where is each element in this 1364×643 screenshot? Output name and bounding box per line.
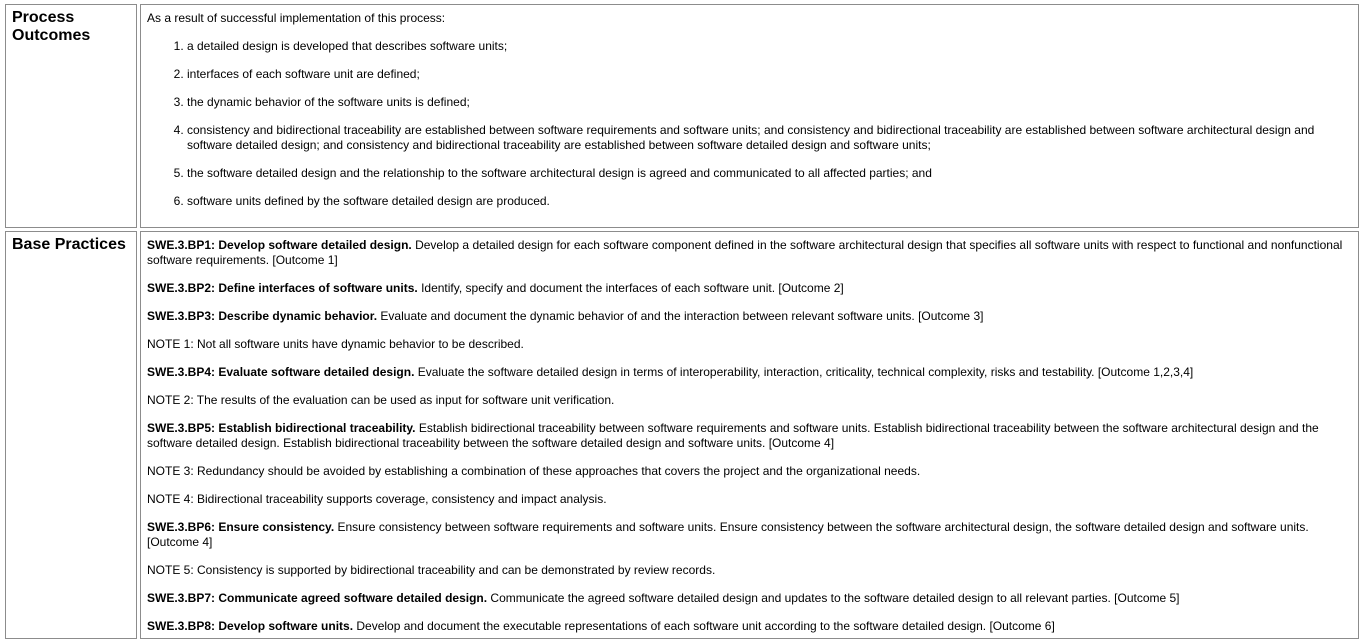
note-4 <box>147 492 1352 507</box>
process-outcomes-heading: Process Outcomes <box>5 4 137 228</box>
practice-text: Ensure consistency between software requirements and software units. Ensure consistency between the software architectural design, the software detailed design and software units. [Outcome 4] <box>147 520 1309 549</box>
practice-text: Identify, specify and document the interfaces of each software unit. [Outcome 2] <box>417 281 844 295</box>
note-5 <box>147 563 1352 578</box>
base-practice-bp8 <box>147 619 1352 634</box>
practice-text: Develop a detailed design for each software component defined in the software architectural design that specifies all software units with respect to functional and nonfunctional software requirements. [Outcome 1] <box>147 238 1343 267</box>
note-text: NOTE 3: Redundancy should be avoided by establishing a combination of these approaches that covers the project and the organizational needs. <box>147 464 921 478</box>
practice-title: SWE.3.BP3: Describe dynamic behavior. <box>147 309 378 323</box>
process-spec-table <box>2 1 1362 642</box>
base-practice-bp5 <box>147 421 1352 451</box>
practice-title: SWE.3.BP5: Establish bidirectional traceability. <box>147 421 416 435</box>
practice-text: Establish bidirectional traceability between software requirements and software units. Establish bidirectional traceability between the software architectural design and the software detailed design. Establish bidirectional traceability between the software detailed design and software units. [Outcome 4] <box>147 421 1319 450</box>
base-practices-heading: Base Practices <box>5 231 137 639</box>
base-practice-bp2 <box>147 281 1352 296</box>
base-practice-bp1 <box>147 238 1352 268</box>
outcomes-list <box>147 39 1352 209</box>
practice-title: SWE.3.BP4: Evaluate software detailed design. <box>147 365 415 379</box>
practice-title: SWE.3.BP2: Define interfaces of software units. <box>147 281 418 295</box>
base-practice-bp4 <box>147 365 1352 380</box>
practice-text: Evaluate and document the dynamic behavior of and the interaction between relevant software units. [Outcome 3] <box>377 309 984 323</box>
practice-title: SWE.3.BP7: Communicate agreed software detailed design. <box>147 591 488 605</box>
practice-title: SWE.3.BP8: Develop software units. <box>147 619 354 633</box>
practice-text: Evaluate the software detailed design in terms of interoperability, interaction, criticality, technical complexity, risks and testability. [Outcome 1,2,3,4] <box>414 365 1194 379</box>
base-practices-row <box>5 231 1359 639</box>
practice-title: SWE.3.BP1: Develop software detailed design. <box>147 238 412 252</box>
outcome-item: 4. consistency and bidirectional traceability are established between software requirements and software units; and consistency and bidirectional traceability are established between software architectural design and software detailed design; and consistency and bidirectional traceability are established between software detailed design and software units; <box>187 123 1352 153</box>
practice-title: SWE.3.BP6: Ensure consistency. <box>147 520 335 534</box>
note-3 <box>147 464 1352 479</box>
practice-text: Develop and document the executable representations of each software unit according to the software detailed design. [Outcome 6] <box>353 619 1055 633</box>
note-text: NOTE 1: Not all software units have dynamic behavior to be described. <box>147 337 524 351</box>
outcome-item: 6. software units defined by the software detailed design are produced. <box>187 194 1352 209</box>
process-outcomes-row <box>5 4 1359 228</box>
note-1 <box>147 337 1352 352</box>
process-outcomes-cell <box>140 4 1359 228</box>
base-practices-cell <box>140 231 1359 639</box>
outcome-item: 2. interfaces of each software unit are defined; <box>187 67 1352 82</box>
outcome-item: 5. the software detailed design and the relationship to the software architectural design is agreed and communicated to all affected parties; and <box>187 166 1352 181</box>
note-2 <box>147 393 1352 408</box>
base-practice-bp6 <box>147 520 1352 550</box>
note-text: NOTE 2: The results of the evaluation can be used as input for software unit verification. <box>147 393 615 407</box>
practice-text: Communicate the agreed software detailed design and updates to the software detailed design to all relevant parties. [Outcome 5] <box>487 591 1180 605</box>
base-practice-bp3 <box>147 309 1352 324</box>
outcome-item: 3. the dynamic behavior of the software units is defined; <box>187 95 1352 110</box>
note-text: NOTE 5: Consistency is supported by bidirectional traceability and can be demonstrated by review records. <box>147 563 716 577</box>
outcomes-intro: As a result of successful implementation of this process: <box>147 11 446 25</box>
outcome-item: 1. a detailed design is developed that describes software units; <box>187 39 1352 54</box>
note-text: NOTE 4: Bidirectional traceability supports coverage, consistency and impact analysis. <box>147 492 607 506</box>
base-practice-bp7 <box>147 591 1352 606</box>
